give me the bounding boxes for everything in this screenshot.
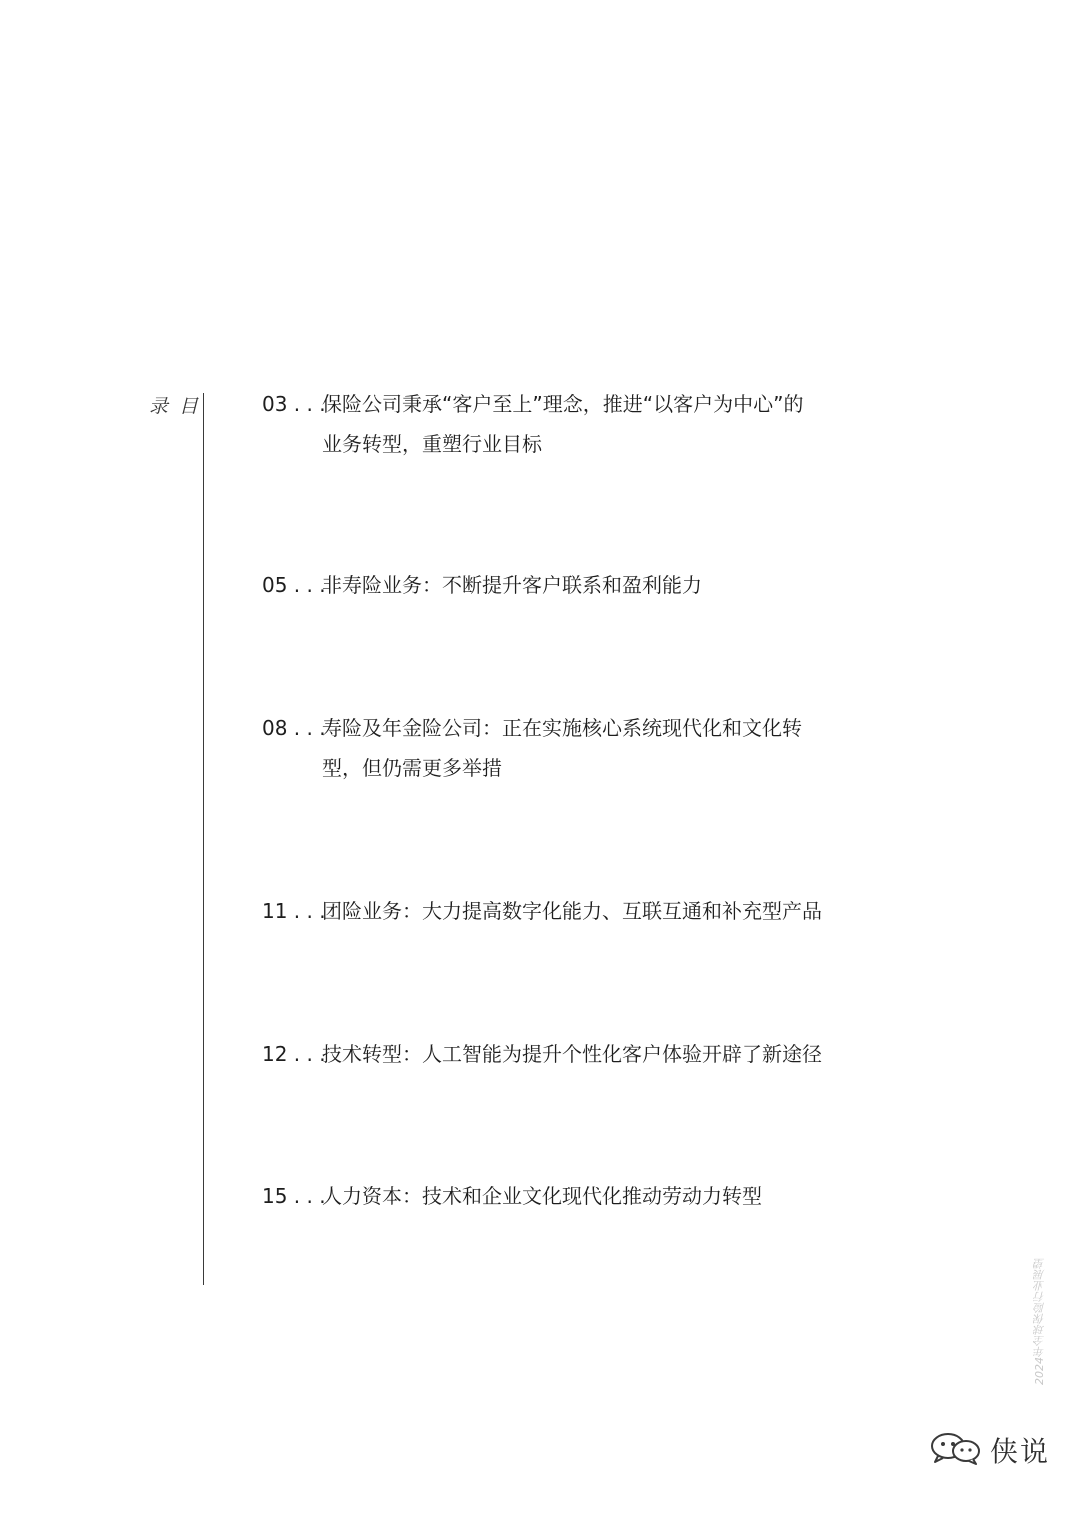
toc-entry-title: 人力资本：技术和企业文化现代化推动劳动力转型 bbox=[322, 1184, 762, 1208]
toc-entry-08[interactable] bbox=[262, 708, 862, 780]
toc-heading: 目录 bbox=[146, 396, 198, 417]
toc-page-number: 11 . . . bbox=[262, 899, 326, 923]
toc-page-number: 08 . . . bbox=[262, 716, 326, 740]
toc-entry-title: 团险业务：大力提高数字化能力、互联互通和补充型产品 bbox=[322, 899, 822, 923]
toc-entry-title: 技术转型：人工智能为提升个性化客户体验开辟了新途径 bbox=[322, 1042, 822, 1066]
toc-entry-title: 保险公司秉承“客户至上”理念，推进“以客户为中心”的业务转型，重塑行业目标 bbox=[322, 392, 804, 456]
toc-page-number: 15 . . . bbox=[262, 1184, 326, 1208]
toc-page-number: 12 . . . bbox=[262, 1042, 326, 1066]
toc-entry-05[interactable] bbox=[262, 565, 862, 605]
toc-entry-15[interactable] bbox=[262, 1176, 862, 1216]
toc-entry-03[interactable] bbox=[262, 384, 862, 456]
toc-entry-title: 非寿险业务：不断提升客户联系和盈利能力 bbox=[322, 573, 702, 597]
watermark-text: 侠说 bbox=[990, 1435, 1051, 1468]
toc-entry-11[interactable] bbox=[262, 891, 862, 931]
report-side-title: 2024年全球保险行业展望 bbox=[1033, 1258, 1046, 1385]
wechat-icon bbox=[928, 1431, 984, 1469]
toc-entry-title: 寿险及年金险公司：正在实施核心系统现代化和文化转型，但仍需更多举措 bbox=[322, 716, 802, 780]
toc-divider bbox=[203, 393, 204, 1285]
toc-page-number: 03 . . . bbox=[262, 392, 326, 416]
watermark bbox=[928, 1430, 1050, 1470]
toc-page-number: 05 . . . bbox=[262, 573, 326, 597]
toc-entry-12[interactable] bbox=[262, 1034, 862, 1074]
